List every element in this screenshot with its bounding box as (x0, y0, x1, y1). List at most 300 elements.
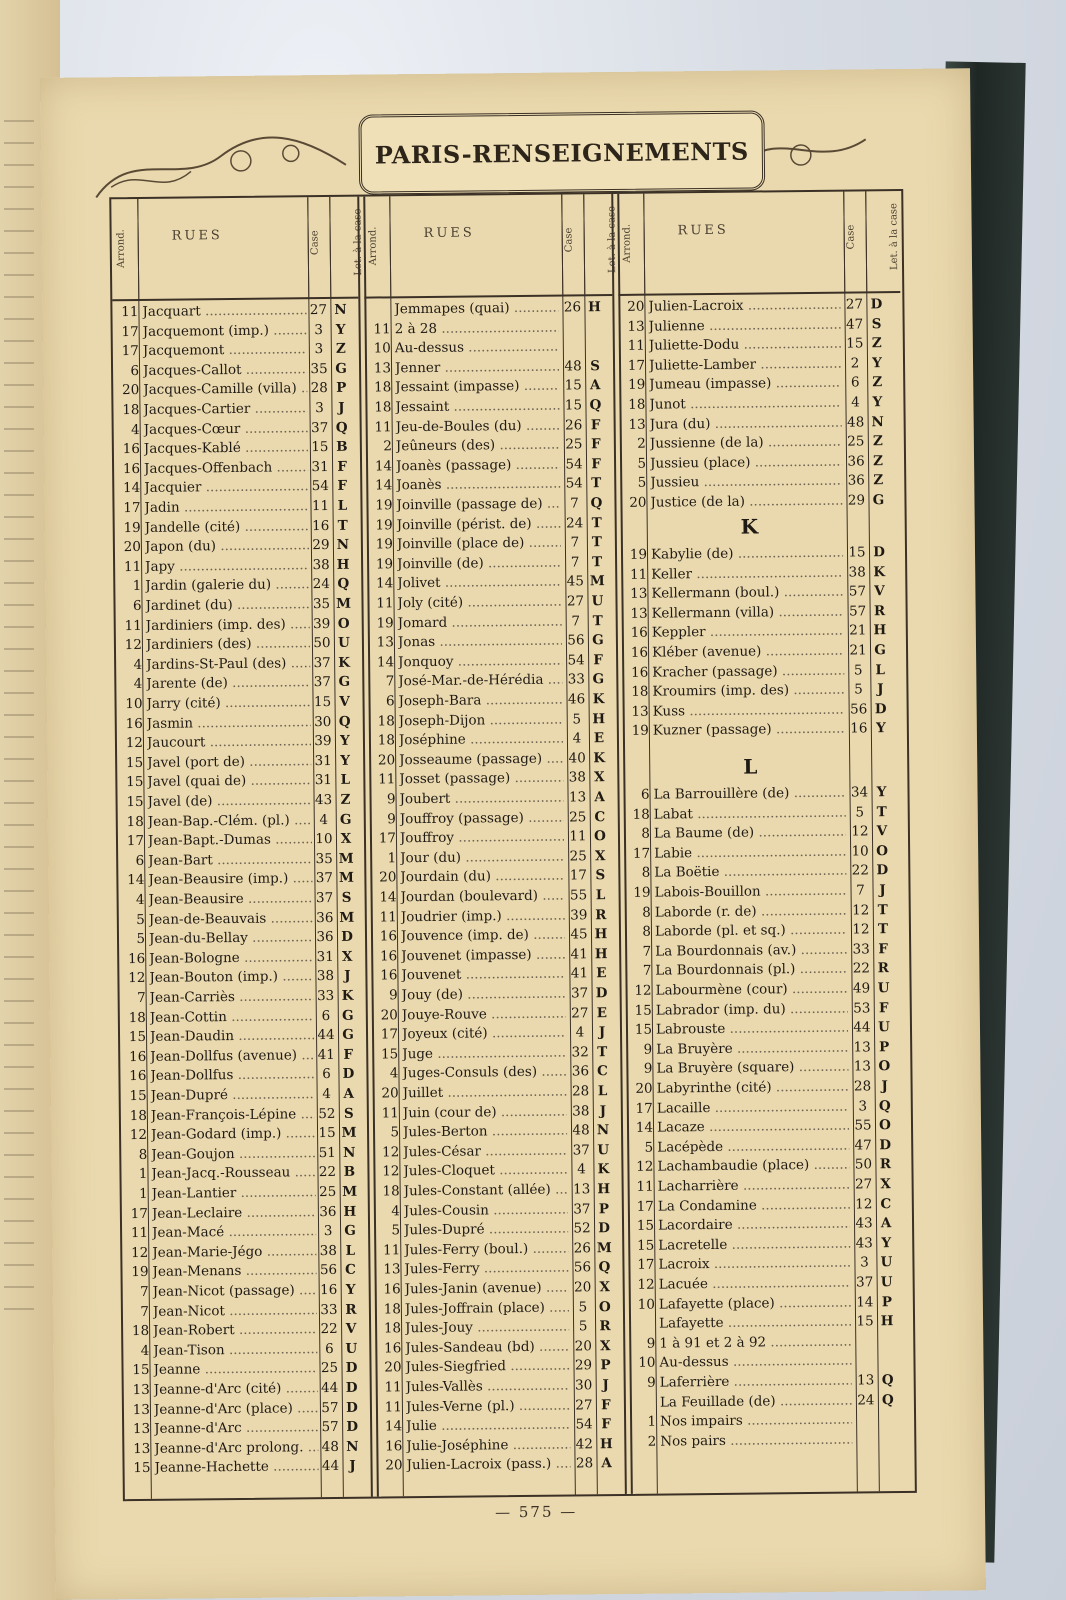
case-letter: A (880, 1215, 892, 1232)
case-number: 13 (568, 789, 587, 806)
street-name: Labie ..... (654, 842, 846, 863)
case-letter: X (599, 1279, 611, 1296)
table-row (122, 1222, 368, 1244)
street-name: Jean-Cottin ..... (150, 1007, 314, 1028)
table-row (121, 1085, 367, 1107)
case-letter: G (592, 632, 604, 649)
street-name: Jules-Cousin ..... (404, 1200, 568, 1221)
case-letter: Q (335, 419, 348, 436)
case-number: 33 (567, 671, 586, 688)
table-row (120, 1045, 366, 1067)
street-name: Julienne ..... (649, 315, 841, 336)
case-number: 29 (574, 1357, 593, 1374)
case-number: 20 (574, 1279, 592, 1296)
case-letter: X (594, 769, 605, 786)
arrondissement: 16 (379, 928, 398, 945)
case-number: 36 (319, 1203, 337, 1220)
arrondissement: 11 (629, 566, 648, 583)
arrondissement: 18 (377, 732, 396, 749)
book-page (40, 68, 986, 1600)
table-row (122, 1202, 368, 1224)
case-letter: Q (590, 495, 603, 512)
case-letter: M (589, 573, 605, 590)
arrondissement: 1 (138, 1166, 148, 1183)
arrondissement: 8 (641, 865, 651, 882)
case-number: 15 (846, 335, 864, 352)
arrondissement: 11 (381, 1104, 399, 1122)
case-letter: L (875, 661, 886, 678)
table-row (116, 634, 362, 656)
case-letter: X (341, 948, 353, 965)
street-name: Jadin ..... (144, 497, 308, 518)
page-title-box (358, 110, 765, 194)
arrondissement: 16 (380, 967, 398, 984)
table-row (625, 979, 907, 1001)
table-row (118, 810, 364, 832)
arrondissement: 11 (636, 1178, 654, 1195)
case-letter: E (596, 965, 607, 982)
street-name: La Feuillade (de) ..... (660, 1391, 852, 1412)
case-letter: K (593, 749, 606, 767)
street-name: Jean-Macé ..... (152, 1222, 316, 1243)
case-letter: S (590, 357, 601, 375)
case-number: 48 (321, 1438, 340, 1455)
case-letter: Q (881, 1391, 894, 1408)
case-number: 15 (564, 397, 583, 414)
table-row (619, 354, 901, 376)
arrondissement: 13 (631, 703, 649, 720)
case-letter: D (346, 1418, 359, 1436)
street-name: La Bruyère ..... (656, 1038, 848, 1059)
case-letter: J (881, 1078, 888, 1095)
case-letter: C (345, 1262, 356, 1279)
case-number: 37 (315, 870, 334, 887)
street-name: Jouy (de) ..... (402, 985, 566, 1006)
case-letter: C (880, 1195, 892, 1212)
arrondissement: 20 (635, 1080, 653, 1097)
street-name: Jules-Berton ..... (403, 1122, 567, 1143)
table-row (370, 808, 618, 830)
letter-header: Let. à la case (865, 191, 887, 291)
street-name: Lachambaudie (place) ..... (657, 1156, 849, 1177)
arrondissement: 15 (128, 1029, 147, 1046)
case-letter: H (336, 556, 350, 573)
table-row (115, 555, 361, 577)
arrondissement: 13 (383, 1261, 401, 1278)
arrondissement: 20 (384, 1359, 402, 1376)
case-letter: X (594, 847, 606, 865)
street-name: Juin (cour de) ..... (403, 1102, 567, 1123)
arrondissement: 13 (373, 360, 392, 377)
case-number: 7 (570, 554, 580, 571)
street-name: Jeanne-Hachette ..... (154, 1458, 318, 1479)
table-row (368, 612, 616, 634)
arrondissement: 7 (642, 963, 652, 980)
case-letter: R (595, 906, 607, 923)
street-name: Au-dessus ..... (395, 338, 559, 359)
street-name: Japon (du) ..... (145, 536, 309, 557)
street-name: Josset (passage) ..... (399, 769, 563, 790)
table-row (369, 768, 617, 790)
arrondissement: 17 (380, 1026, 399, 1043)
arrondissement: 10 (373, 340, 391, 357)
street-name: Joinville (périst. de) ..... (397, 514, 561, 535)
street-name: Joinville (de) ..... (397, 553, 561, 574)
table-row (122, 1241, 368, 1263)
case-number: 37 (573, 1200, 591, 1218)
table-row (374, 1180, 622, 1202)
table-row (114, 438, 360, 460)
case-letter: K (592, 691, 605, 708)
street-name: Jeanne-d'Arc prolong. ..... (154, 1438, 318, 1459)
case-letter: Z (872, 374, 883, 391)
table-row (374, 1258, 622, 1280)
arrondissement: 13 (628, 416, 646, 433)
table-row (119, 947, 365, 969)
case-letter: J (879, 882, 886, 899)
case-letter: P (600, 1357, 611, 1374)
column-3 (617, 191, 913, 1494)
case-number: 17 (569, 867, 588, 884)
arrondissement: 11 (379, 908, 397, 926)
arrondissement: 20 (629, 494, 647, 511)
case-number: 22 (320, 1321, 338, 1338)
street-name: Jeûneurs (des) ..... (396, 436, 560, 457)
arrondissement: 20 (122, 382, 140, 399)
case-number: 10 (851, 843, 869, 860)
table-row (369, 729, 617, 751)
table-row (368, 670, 616, 692)
arrondissement: 4 (131, 421, 140, 438)
arrondissement: 5 (391, 1222, 401, 1239)
case-number: 38 (568, 769, 587, 786)
arrondissement: 13 (630, 585, 648, 603)
table-row (627, 1136, 909, 1158)
table-row (117, 712, 363, 734)
case-number: 45 (570, 926, 588, 943)
table-row (368, 690, 616, 712)
case-letter: B (336, 438, 348, 456)
case-number: 13 (572, 1181, 591, 1198)
case-number: 15 (848, 544, 866, 561)
case-letter: F (593, 651, 604, 669)
case-number: 39 (314, 733, 332, 750)
street-name: Lacaille ..... (657, 1097, 849, 1118)
case-number: 44 (321, 1379, 339, 1397)
table-row (628, 1195, 910, 1217)
case-number: 57 (321, 1419, 339, 1436)
case-number: 22 (851, 862, 870, 879)
case-number: 29 (847, 492, 866, 509)
arrondissement: 4 (389, 1065, 399, 1082)
case-letter: L (595, 887, 606, 904)
table-row (620, 432, 902, 454)
street-name: Jean-Nicot ..... (153, 1301, 317, 1322)
case-letter: Z (340, 791, 351, 808)
case-number: 44 (321, 1458, 340, 1475)
table-row (622, 680, 904, 702)
case-number: 6 (321, 1007, 331, 1024)
case-letter: T (597, 1043, 608, 1061)
case-letter: Q (881, 1372, 894, 1389)
street-name: Jean-Robert ..... (153, 1320, 317, 1341)
table-row (375, 1298, 623, 1320)
street-name: Joubert ..... (399, 789, 563, 810)
case-number: 36 (316, 929, 334, 946)
case-letter: K (597, 1161, 610, 1178)
case-letter: U (345, 1340, 358, 1357)
case-letter: M (338, 850, 354, 867)
table-row (630, 1410, 912, 1432)
arrondissement: 14 (635, 1119, 654, 1137)
page-number: — 575 — (494, 1502, 578, 1522)
table-row (623, 783, 905, 805)
street-name: Jean-Dupré ..... (151, 1085, 315, 1106)
arrondissement: 19 (375, 536, 393, 553)
case-letter: V (345, 1320, 357, 1338)
street-name: Labourmène (cour) ..... (655, 980, 847, 1001)
street-name: Juge ..... (402, 1043, 566, 1064)
case-header: Case (843, 191, 865, 291)
case-number: 3 (860, 1254, 869, 1271)
case-letter: G (874, 642, 886, 659)
table-row (118, 849, 364, 871)
table-row (373, 1082, 621, 1104)
arrondissement: 18 (377, 712, 395, 730)
street-name: Javel (port de) ..... (147, 752, 311, 773)
arrondissement: 9 (387, 810, 396, 827)
case-letter: J (599, 1102, 607, 1119)
case-number: 25 (569, 808, 587, 826)
arrondissement: 9 (647, 1374, 656, 1391)
case-letter: G (592, 671, 605, 688)
table-row (115, 516, 361, 538)
table-row (115, 536, 361, 558)
table-row (113, 359, 359, 381)
case-number: 22 (318, 1164, 337, 1181)
case-letter: H (880, 1313, 894, 1330)
street-name: Joanès ..... (396, 475, 560, 496)
table-row (370, 866, 618, 888)
case-number: 47 (854, 1137, 872, 1154)
case-number: 35 (312, 595, 331, 613)
street-name: Joanès (passage) ..... (396, 455, 560, 476)
street-name: Jean-du-Bellay ..... (149, 928, 313, 949)
case-letter: F (590, 416, 601, 433)
case-letter: D (595, 985, 608, 1002)
table-row (620, 413, 902, 435)
table-row (622, 641, 904, 663)
table-row (114, 457, 360, 479)
case-letter: Q (878, 1097, 891, 1114)
table-row (121, 1124, 367, 1146)
case-letter: R (879, 1156, 892, 1173)
case-letter: S (343, 1105, 354, 1122)
case-letter: J (344, 968, 351, 985)
case-letter: U (597, 1141, 610, 1159)
table-row (118, 869, 364, 891)
street-name: Keller ..... (651, 563, 843, 584)
case-number: 33 (320, 1301, 338, 1318)
street-name: La Bruyère (square) ..... (656, 1058, 848, 1079)
street-name: Jasmin ..... (147, 713, 311, 734)
case-letter: G (339, 811, 352, 828)
table-row (370, 847, 618, 869)
table-row (113, 379, 359, 401)
case-number: 37 (570, 985, 589, 1002)
case-letter: U (878, 1019, 890, 1036)
street-name: Jardinet (du) ..... (145, 595, 309, 616)
case-number: 15 (318, 1125, 336, 1142)
table-row (122, 1183, 368, 1205)
case-number: 39 (313, 615, 331, 632)
arrondissement: 12 (634, 982, 652, 999)
case-number: 4 (572, 730, 582, 747)
case-letter: L (597, 1083, 608, 1100)
case-number: 48 (846, 413, 865, 431)
street-name: Jean-Godard (imp.) ..... (151, 1124, 315, 1145)
case-letter: R (599, 1318, 611, 1335)
street-name: Jourdan (boulevard) ..... (401, 887, 565, 908)
street-name: Jean-François-Lépine ..... (151, 1105, 315, 1126)
street-name: Lacretelle ..... (658, 1234, 850, 1255)
case-number: 31 (314, 772, 333, 789)
case-number: 57 (321, 1399, 339, 1416)
street-name: Japy ..... (145, 556, 309, 577)
table-row (367, 572, 615, 594)
arrondissement: 17 (130, 1205, 148, 1222)
case-letter: S (871, 315, 882, 332)
street-name: Labrouste ..... (656, 1019, 848, 1040)
street-name: Kellermann (boul.) ..... (651, 583, 843, 604)
case-number: 35 (310, 360, 328, 377)
street-name: Juges-Consuls (des) ..... (402, 1063, 566, 1084)
arrondissement: 8 (138, 1146, 148, 1163)
street-name: Josseaume (passage) ..... (399, 749, 563, 770)
case-letter: U (591, 593, 604, 610)
arrondissement: 9 (386, 791, 396, 808)
table-row (622, 661, 904, 683)
street-name: Joudrier (imp.) ..... (401, 906, 565, 927)
table-row (374, 1200, 622, 1222)
arrondissement: 17 (635, 1100, 653, 1117)
street-name: Jean-Leclaire ..... (152, 1203, 316, 1224)
table-row (117, 771, 363, 793)
street-name: Jean-Bart ..... (148, 850, 312, 871)
street-name: Jandelle (cité) ..... (145, 517, 309, 538)
case-number: 36 (847, 472, 865, 489)
table-row (367, 553, 615, 575)
case-letter: K (338, 654, 351, 671)
table-row (630, 1391, 912, 1413)
table-row (627, 1097, 909, 1119)
arrondissement: 11 (384, 1398, 403, 1416)
arrondissement: 16 (125, 715, 143, 732)
street-name: Jardin (galerie du) ..... (145, 576, 309, 597)
arrondissement: 1 (132, 578, 142, 595)
case-number: 33 (316, 987, 335, 1005)
arrondissement: 7 (642, 943, 652, 960)
case-header: Case (307, 197, 329, 297)
arrondissement: 11 (383, 1242, 401, 1259)
case-number: 50 (854, 1156, 873, 1173)
case-number: 31 (311, 458, 329, 475)
table-row (365, 357, 613, 379)
street-name: Jacques-Cœur ..... (144, 419, 308, 440)
arrondissement: 11 (376, 595, 394, 612)
case-number: 56 (319, 1262, 338, 1279)
street-name: Julie-Joséphine ..... (406, 1435, 570, 1456)
street-name: José-Mar.-de-Hérédia ..... (398, 671, 562, 692)
case-letter: F (343, 1046, 354, 1063)
case-letter: Q (338, 713, 351, 730)
case-number: 21 (849, 622, 867, 639)
table-row (629, 1332, 911, 1354)
street-name: La Bourdonnais (av.) ..... (655, 940, 847, 961)
table-row (629, 1273, 911, 1295)
street-name: Labyrinthe (cité) ..... (657, 1078, 849, 1099)
table-row (119, 889, 365, 911)
case-number: 54 (575, 1416, 593, 1433)
rues-header: RUES (423, 225, 475, 241)
street-name: Jules-Jouy ..... (405, 1318, 569, 1339)
street-name: Jacques-Kablé ..... (144, 438, 308, 459)
arrondissement: 2 (637, 435, 646, 452)
column-header (617, 191, 900, 296)
case-number: 25 (320, 1360, 339, 1377)
arrondissement: 14 (375, 477, 393, 494)
case-number: 15 (313, 693, 332, 711)
street-name: Laborde (r. de) ..... (655, 901, 847, 922)
case-number: 7 (570, 495, 579, 512)
arrondissement: 7 (136, 989, 146, 1007)
table-row (625, 959, 907, 981)
street-name: Joinville (place de) ..... (397, 534, 561, 555)
street-name: La Baume (de) ..... (654, 823, 846, 844)
arrondissement: 17 (123, 499, 141, 517)
section-letter-k: K (740, 514, 759, 539)
case-number: 16 (312, 517, 330, 534)
case-number: 28 (575, 1455, 594, 1472)
street-name: 2 à 28 ..... (395, 318, 559, 339)
street-name: Jessaint ..... (395, 397, 559, 418)
case-letter: Q (598, 1259, 611, 1276)
case-letter: G (342, 1026, 354, 1044)
case-letter: P (336, 380, 347, 397)
case-letter: F (591, 455, 601, 473)
street-name: Jules-César ..... (403, 1141, 567, 1162)
arrondissement: 14 (123, 480, 141, 497)
case-number: 30 (575, 1377, 593, 1394)
case-letter: Y (345, 1281, 356, 1298)
street-name: Kroumirs (imp. des) ..... (652, 681, 844, 702)
arrondissement: 5 (136, 931, 146, 948)
arrondissement: 14 (376, 654, 395, 671)
case-number: 6 (322, 1066, 331, 1083)
arrondissement: 16 (630, 644, 649, 661)
case-number: 11 (569, 828, 587, 845)
case-number: 29 (312, 537, 330, 554)
street-name: Kuzner (passage) ..... (653, 720, 845, 741)
table-row (121, 1104, 367, 1126)
arrondissement: 14 (384, 1418, 403, 1435)
case-letter: O (337, 615, 350, 632)
arrondissement: 15 (132, 1362, 150, 1379)
street-name: Juliette-Dodu ..... (649, 335, 841, 356)
street-name: Jardins-St-Paul (des) ..... (146, 654, 310, 675)
table-row (624, 861, 906, 883)
street-name: Jeanne-d'Arc (cité) ..... (154, 1379, 318, 1400)
